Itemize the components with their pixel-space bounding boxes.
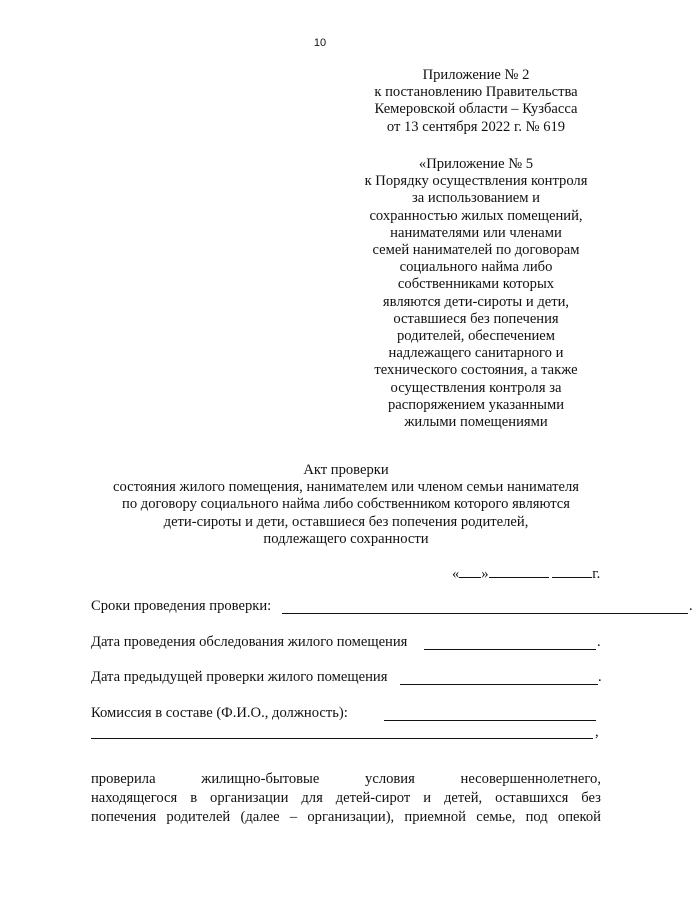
commission-blank[interactable] <box>384 720 596 721</box>
appendix-2-line: Приложение № 2 <box>422 67 530 83</box>
previous-check-label: Дата предыдущей проверки жилого помещения <box>91 669 388 685</box>
act-title-line: подлежащего сохранности <box>263 530 429 547</box>
inspection-period-blank[interactable] <box>282 613 688 614</box>
inspection-period-label: Сроки проведения проверки: <box>91 598 272 614</box>
inspection-period-row <box>91 598 693 615</box>
appendix-5-line: надлежащего санитарного и <box>388 345 564 362</box>
body-paragraph <box>91 770 601 828</box>
appendix-5-line: социального найма либо <box>399 259 553 276</box>
appendix-5-line: являются дети-сироты и дети, <box>382 293 570 310</box>
appendix-5-line: к Порядку осуществления контроля <box>364 173 588 190</box>
act-title-line: состояния жилого помещения, нанимателем или членом семьи нанимателя <box>113 479 579 496</box>
date-close-quote: » <box>481 566 489 582</box>
act-title-line: Акт проверки <box>303 462 389 478</box>
act-title <box>60 462 632 548</box>
body-line: попечения родителей (далее – организации), приемной семье, под опекой <box>91 809 601 826</box>
appendix-5-line: технического состояния, а также <box>374 362 578 379</box>
appendix-5-header <box>340 156 612 431</box>
month-blank[interactable] <box>489 564 549 578</box>
act-title-line: дети-сироты и дети, оставшиеся без попечения родителей, <box>163 513 529 530</box>
previous-check-blank[interactable] <box>400 684 598 685</box>
act-date-line <box>452 564 600 583</box>
inspection-period-end: . <box>689 598 693 614</box>
page-number: 10 <box>313 37 327 49</box>
survey-date-row <box>91 634 601 651</box>
appendix-5-line: нанимателями или членами <box>390 224 562 241</box>
appendix-2-line: Кемеровской области – Кузбасса <box>374 101 578 118</box>
appendix-2-header <box>340 67 612 136</box>
commission-row <box>91 705 601 722</box>
appendix-5-line: собственниками которых <box>397 276 555 293</box>
commission-label: Комиссия в составе (Ф.И.О., должность): <box>91 705 348 721</box>
appendix-5-line: распоряжением указанными <box>387 396 565 413</box>
appendix-5-line: родителей, обеспечением <box>396 328 556 345</box>
day-blank[interactable] <box>459 564 481 578</box>
appendix-5-line: сохранностью жилых помещений, <box>369 207 583 224</box>
previous-check-row <box>91 669 601 686</box>
body-line: находящегося в организации для детей-сирот и детей, оставшихся без <box>91 790 601 807</box>
appendix-5-line: жилыми помещениями <box>404 414 548 431</box>
year-blank[interactable] <box>552 564 592 578</box>
appendix-2-line: к постановлению Правительства <box>374 84 578 101</box>
appendix-5-line: осуществления контроля за <box>390 379 562 396</box>
date-open-quote: « <box>452 566 460 582</box>
appendix-2-line: от 13 сентября 2022 г. № 619 <box>386 118 566 135</box>
act-title-line: по договору социального найма либо собственником которого являются <box>122 496 570 513</box>
appendix-5-line: за использованием и <box>412 190 540 207</box>
survey-date-label: Дата проведения обследования жилого помещения <box>91 634 408 650</box>
appendix-5-line: оставшиеся без попечения <box>393 310 559 327</box>
previous-check-end: . <box>598 669 602 685</box>
commission-end: , <box>595 724 599 740</box>
appendix-5-line: семей нанимателей по договорам <box>372 242 580 259</box>
commission-blank-continued[interactable] <box>91 738 593 739</box>
appendix-5-line: «Приложение № 5 <box>418 156 534 172</box>
survey-date-end: . <box>597 634 601 650</box>
date-year-suffix: г. <box>592 566 601 582</box>
body-line: проверила жилищно-бытовые условия несовершеннолетнего, <box>91 771 601 787</box>
survey-date-blank[interactable] <box>424 649 596 650</box>
